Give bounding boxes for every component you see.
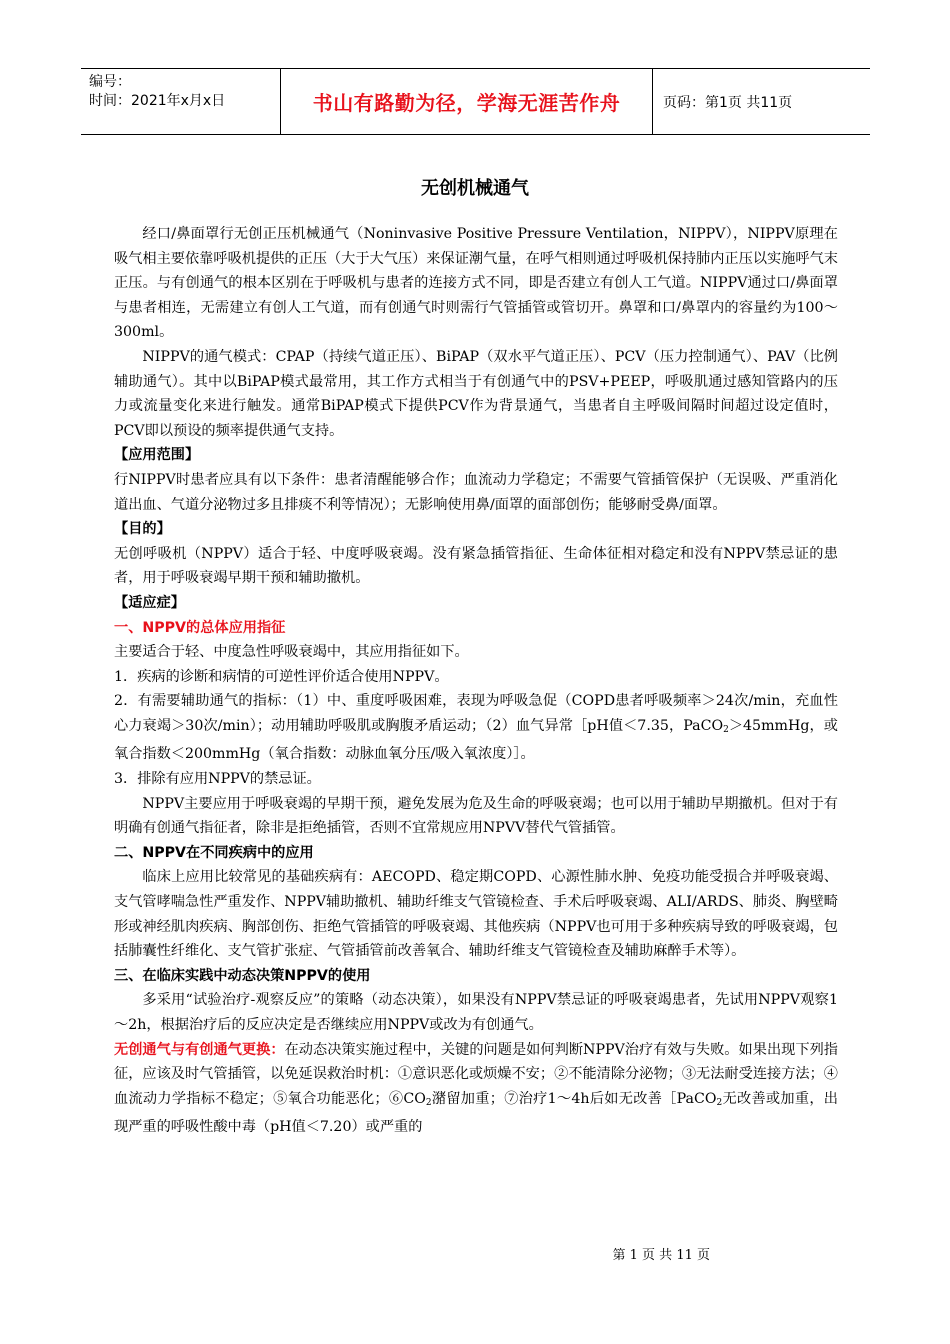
- indication-item-3: 3．排除有应用NPPV的禁忌证。: [114, 771, 321, 788]
- page-footer: 第 1 页 共 11 页: [612, 1248, 710, 1263]
- switch-text-b: 潴留加重；⑦治疗1～4h后如无改善［PaCO: [431, 1090, 717, 1107]
- header-motto: 书山有路勤为径，学海无涯苦作舟: [281, 69, 653, 134]
- switch-text-c: 无改善或加重，出现严重的呼吸性酸中毒（pH值＜7.20）或严重的: [114, 1090, 838, 1136]
- document-body: [114, 222, 838, 1140]
- intro-paragraph-2: NIPPV的通气模式：CPAP（持续气道正压）、BiPAP（双水平气道正压）、PCV（压力控制通气）、PAV（比例辅助通气）。其中以BiPAP模式最常用，其工作方式相当于有创通气中的PSV+PEEP，呼吸肌通过感知管路内的压力或流量变化来进行触发。通常BiPAP模式下提供PCV作为背景通气，当患者自主呼吸间隔时间超过设定值时，PCV即以预设的频率提供通气支持。: [114, 348, 838, 439]
- scope-heading: 【应用范围】: [114, 447, 200, 464]
- section-1-text: 主要适合于轻、中度急性呼吸衰竭中，其应用指征如下。: [114, 644, 469, 661]
- switch-subscript-1: 2: [425, 1097, 432, 1108]
- section-2-heading: 二、NPPV在不同疾病中的应用: [114, 844, 314, 861]
- item-2-subscript: 2: [723, 724, 729, 735]
- header-page-info: 页码：第1页 共11页: [663, 94, 793, 111]
- section-3-heading: 三、在临床实践中动态决策NPPV的使用: [114, 967, 371, 984]
- number-label: 编号：: [89, 74, 131, 90]
- indication-heading: 【适应症】: [114, 594, 185, 611]
- switch-paragraph: [114, 1038, 838, 1140]
- indication-item-2: [114, 689, 838, 767]
- switch-subscript-2: 2: [716, 1097, 723, 1108]
- scope-text: 行NIPPV时患者应具有以下条件：患者清醒能够合作；血流动力学稳定；不需要气管插管保护（无误吸、严重消化道出血、气道分泌物过多且排痰不利等情况）；无影响使用鼻/面罩的面部创伤；能够耐受鼻/面罩。: [114, 471, 838, 513]
- purpose-heading: 【目的】: [114, 521, 171, 538]
- section-1-heading: [114, 616, 838, 641]
- switch-text-a: 在动态决策实施过程中，关键的问题是如何判断NPPV治疗有效与失败。如果出现下列指征，应该及时气管插管，以免延误救治时机：①意识恶化或烦燥不安；②不能清除分泌物；③无法耐受连接方法；④血流动力学指标不稳定；⑤氧合功能恶化；⑥CO: [114, 1041, 838, 1107]
- item-2-text-b: ＞45mmHg，或氧合指数＜200mmHg（氧合指数：动脉血氧分压/吸入氧浓度）］。: [114, 717, 838, 763]
- section-1-note: NPPV主要应用于呼吸衰竭的早期干预，避免发展为危及生命的呼吸衰竭；也可以用于辅助早期撤机。但对于有明确有创通气指征者，除非是拒绝插管，否则不宜常规应用NPVV替代气管插管。: [114, 795, 838, 837]
- item-2-text-a: 2．有需要辅助通气的指标：（1）中、重度呼吸困难，表现为呼吸急促（COPD患者呼吸频率＞24次/min，充血性心力衰竭＞30次/min）；动用辅助呼吸肌或胸腹矛盾运动；（2）血气异常［pH值＜7.35，PaCO: [114, 693, 838, 734]
- date-label: 时间：2021年x月x日: [89, 93, 226, 109]
- document-header: [81, 68, 870, 135]
- indication-item-1: 1．疾病的诊断和病情的可逆性评价适合使用NPPV。: [114, 668, 449, 685]
- intro-paragraph-1: 经口/鼻面罩行无创正压机械通气（Noninvasive Positive Pressure Ventilation，NIPPV），NIPPV原理在吸气相主要依靠呼吸机提供的正压（大于大气压）来保证潮气量，在呼气相则通过呼吸机保持肺内正压以实施呼气末正压。与有创通气的根本区别在于呼吸机与患者的连接方式不同，即是否建立有创人工气道。NIPPV通过口/鼻面罩与患者相连，无需建立有创人工气道，而有创通气时则需行气管插管或管切开。鼻罩和口/鼻罩内的容量约为100～300ml。: [114, 226, 838, 341]
- section-2-text: 临床上应用比较常见的基础疾病有：AECOPD、稳定期COPD、心源性肺水肿、免疫功能受损合并呼吸衰竭、支气管哮喘急性严重发作、NPPV辅助撤机、辅助纤维支气管镜检查、手术后呼吸衰竭、ALI/ARDS、肺炎、胸壁畸形或神经肌肉疾病、胸部创伤、拒绝气管插管的呼吸衰竭、其他疾病（NPPV也可用于多种疾病导致的呼吸衰竭，包括肺囊性纤维化、支气管扩张症、气管插管前改善氧合、辅助纤维支气管镜检查及辅助麻醉手术等）。: [114, 869, 838, 960]
- section-1-prefix: 一、: [114, 619, 143, 636]
- section-3-text: 多采用“试验治疗-观察反应”的策略（动态决策），如果没有NPPV禁忌证的呼吸衰竭患者，先试用NPPV观察1～2h，根据治疗后的反应决定是否继续应用NPPV或改为有创通气。: [114, 992, 838, 1033]
- purpose-text: 无创呼吸机（NPPV）适合于轻、中度呼吸衰竭。没有紧急插管指征、生命体征相对稳定和没有NPPV禁忌证的患者，用于呼吸衰竭早期干预和辅助撤机。: [114, 545, 838, 587]
- section-1-title: NPPV的总体应用指征: [142, 619, 286, 636]
- header-left-cell: [81, 69, 281, 134]
- page-title: 无创机械通气: [421, 178, 529, 199]
- switch-label: 无创通气与有创通气更换：: [114, 1041, 285, 1058]
